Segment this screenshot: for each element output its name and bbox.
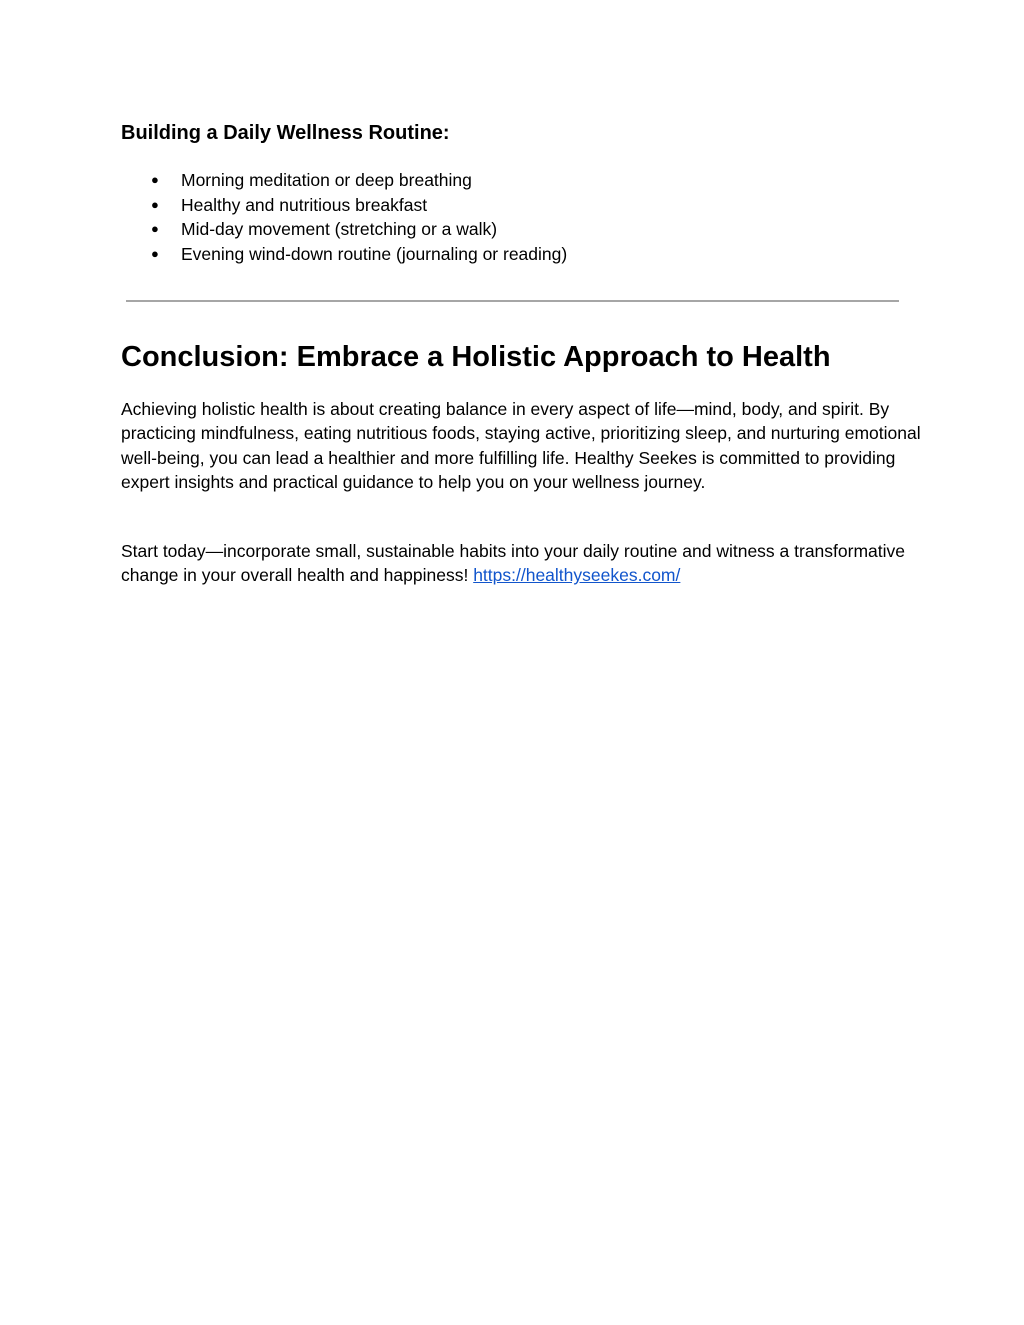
list-item <box>121 242 567 267</box>
bullet-icon: ● <box>151 172 159 187</box>
list-item-text: Mid-day movement (stretching or a walk) <box>181 219 498 239</box>
conclusion-paragraph: Achieving holistic health is about creating balance in every aspect of life—mind, body, and spirit. By practicing mindfulness, eating nutritious foods, staying active, prioritizing sleep, and nurturing emotional well-being, you can lead a healthier and more fulfilling life. Healthy Seekes is committed to providing expert insights and practical guidance to help you on your wellness journey. <box>121 399 921 492</box>
routine-heading: Building a Daily Wellness Routine: <box>121 122 450 144</box>
bullet-icon: ● <box>151 196 159 212</box>
bullet-icon: ● <box>151 221 159 236</box>
list-item-text: Evening wind-down routine (journaling or reading) <box>181 243 568 264</box>
list-item-text: Morning meditation or deep breathing <box>181 170 472 190</box>
routine-list <box>121 168 567 266</box>
list-item <box>121 193 567 218</box>
bullet-icon: ● <box>151 245 159 261</box>
call-to-action-paragraph <box>121 539 921 588</box>
list-item-text: Healthy and nutritious breakfast <box>181 194 428 215</box>
conclusion-heading: Conclusion: Embrace a Holistic Approach to Health <box>121 341 831 373</box>
website-link[interactable]: https://healthyseekes.com/ <box>473 565 681 586</box>
list-item <box>121 168 567 193</box>
list-item <box>121 217 567 242</box>
horizontal-divider <box>126 300 899 302</box>
call-to-action-text: Start today—incorporate small, sustainable habits into your daily routine and witness a transformative change in your overall health and happiness! <box>121 541 906 586</box>
